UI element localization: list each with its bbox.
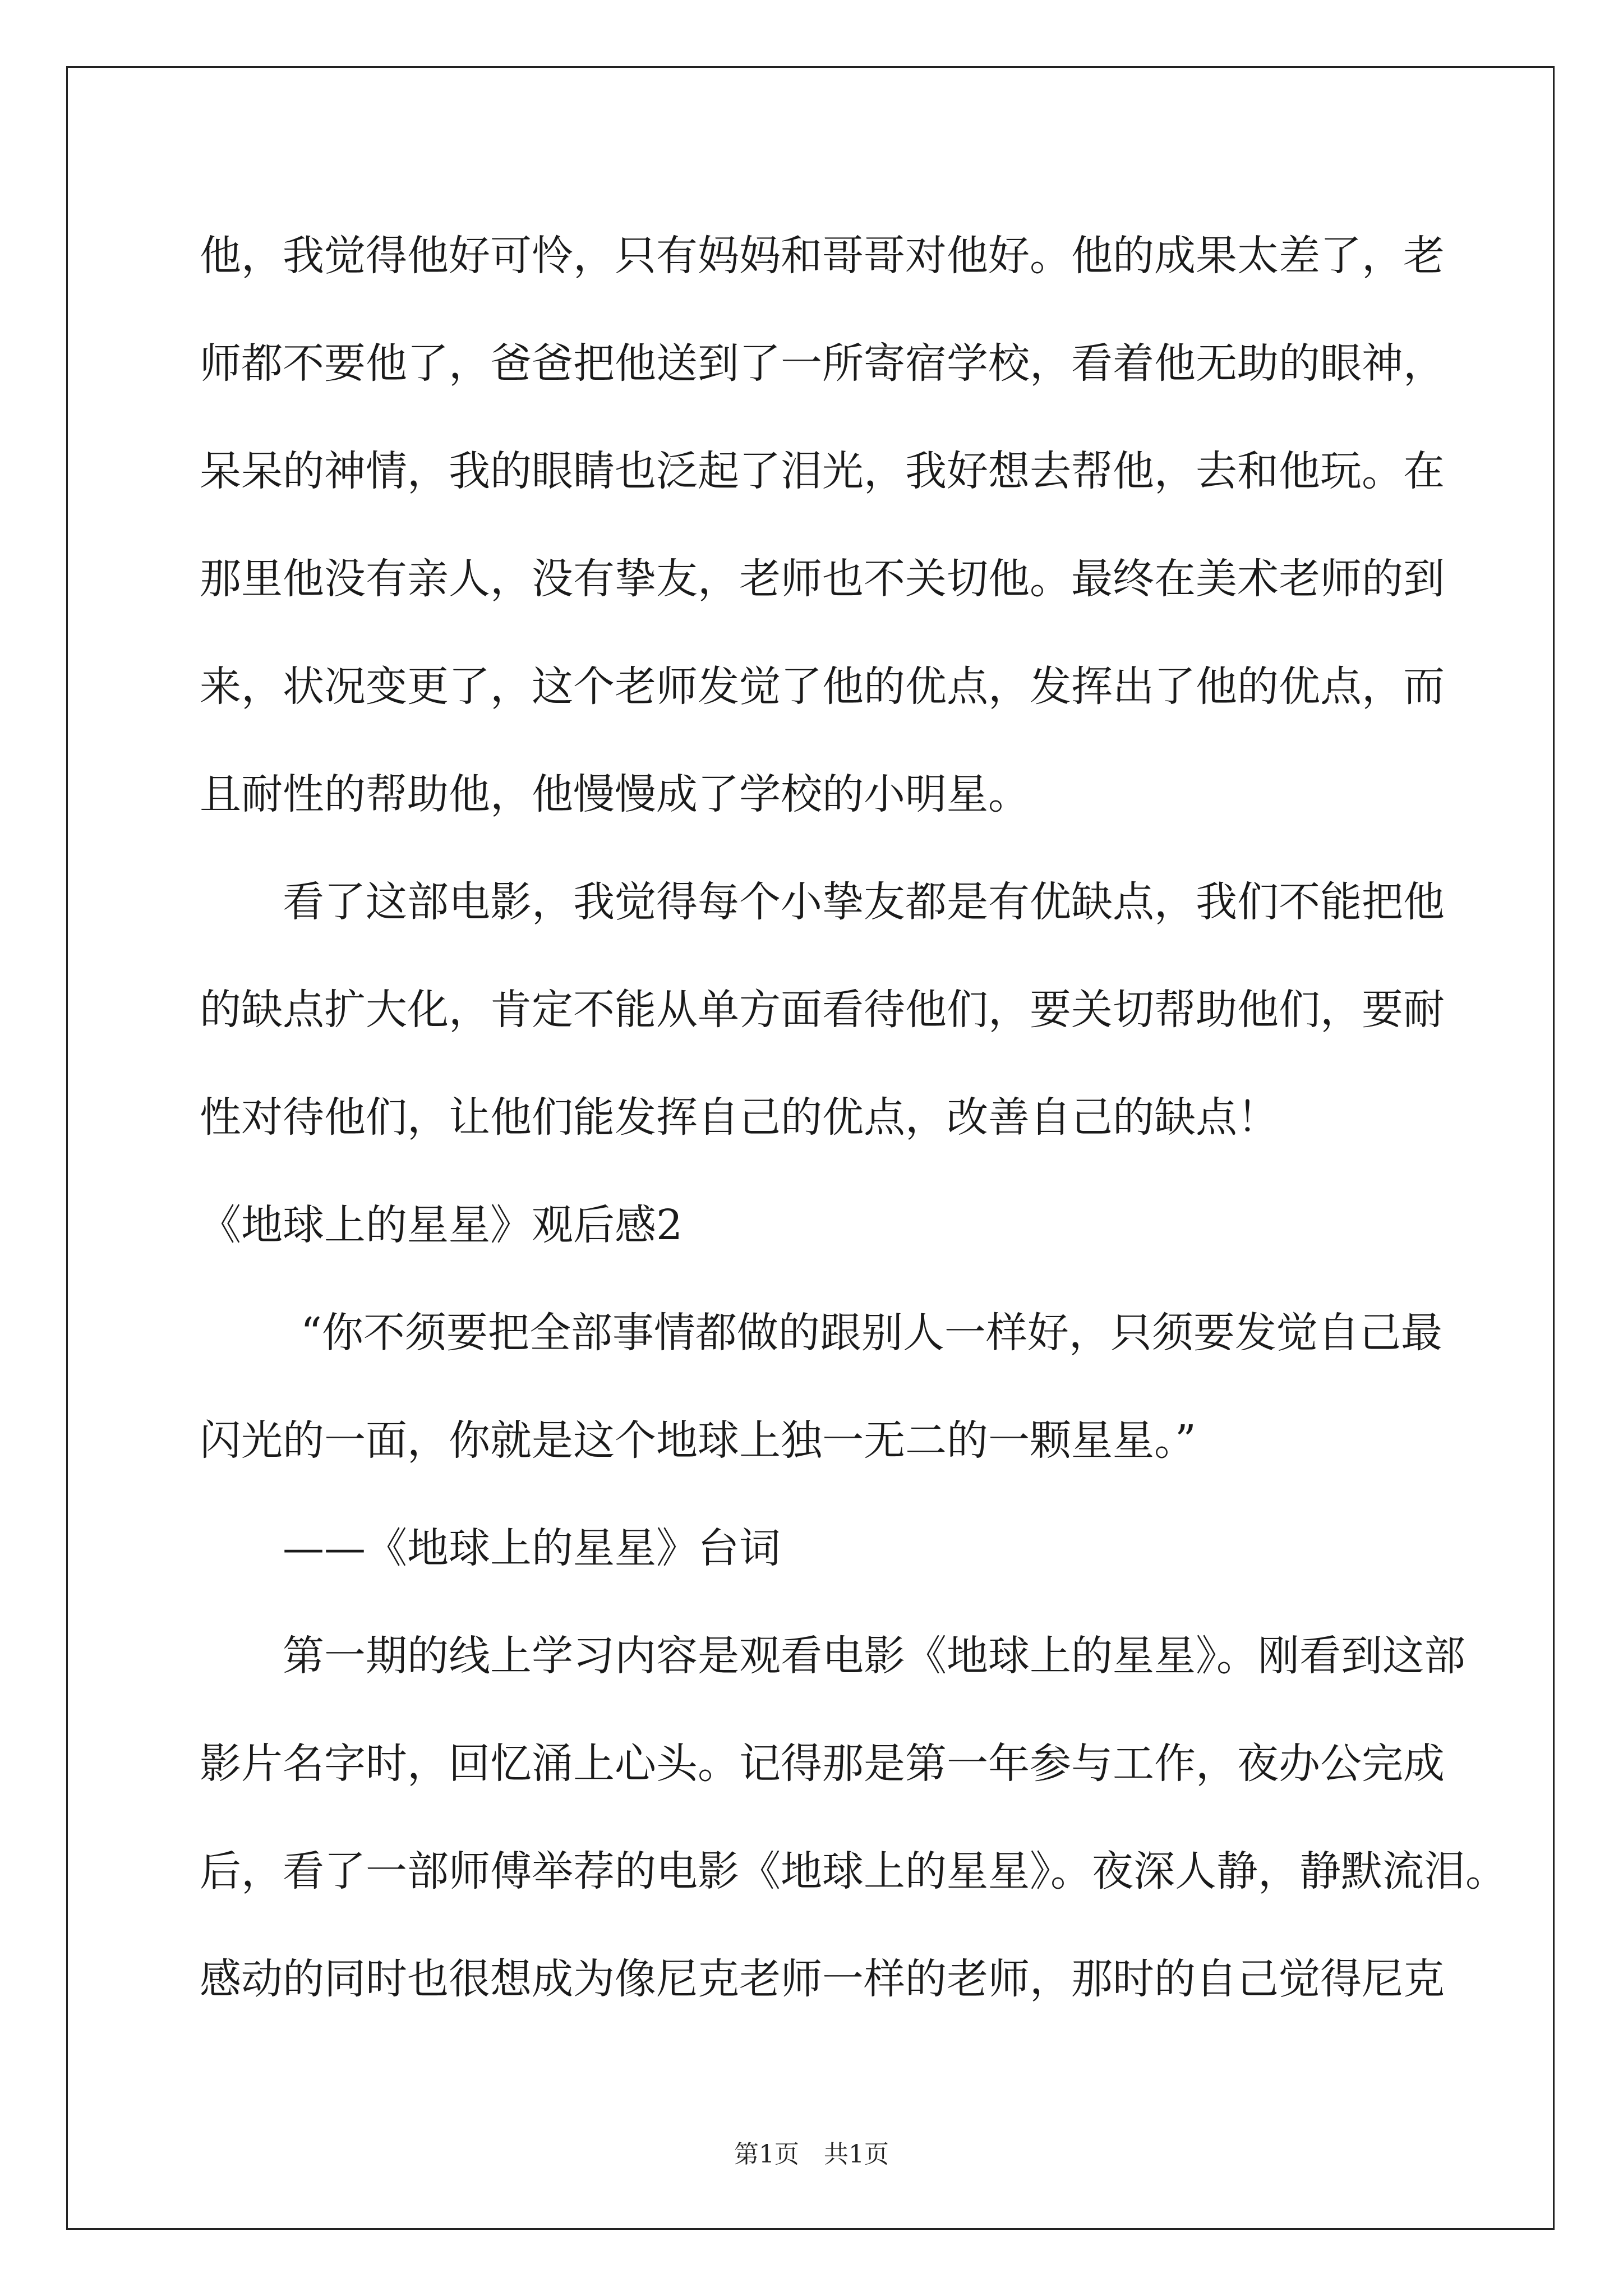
section-heading: 《地球上的星星》观后感2: [200, 1201, 683, 1249]
paragraph-line: 那里他没有亲人，没有挚友，老师也不关切他。最终在美术老师的到: [200, 555, 1445, 603]
quote-attribution: ——《地球上的星星》台词: [283, 1524, 781, 1572]
quote-line: “你不须要把全部事情都做的跟别人一样好，只须要发觉自己最: [301, 1309, 1442, 1357]
paragraph-line: 性对待他们，让他们能发挥自己的优点，改善自己的缺点！: [200, 1093, 1279, 1142]
paragraph-line: 他，我觉得他好可怜，只有妈妈和哥哥对他好。他的成果太差了，老: [200, 232, 1445, 280]
paragraph-line: 呆呆的神情，我的眼睛也泛起了泪光，我好想去帮他，去和他玩。在: [200, 447, 1445, 495]
page-footer: 第1页 共1页: [734, 2140, 889, 2169]
quote-line: 闪光的一面，你就是这个地球上独一无二的一颗星星。”: [200, 1416, 1196, 1465]
paragraph-line: 第一期的线上学习内容是观看电影《地球上的星星》。刚看到这部: [283, 1632, 1465, 1680]
paragraph-line: 后，看了一部师傅举荐的电影《地球上的星星》。夜深人静，静默流泪。: [200, 1847, 1507, 1895]
paragraph-line: 的缺点扩大化，肯定不能从单方面看待他们，要关切帮助他们，要耐: [200, 986, 1445, 1034]
document-body: [200, 202, 1507, 2033]
paragraph-line: 师都不要他了，爸爸把他送到了一所寄宿学校，看着他无助的眼神，: [200, 339, 1445, 388]
paragraph-line: 感动的同时也很想成为像尼克老师一样的老师，那时的自己觉得尼克: [200, 1955, 1445, 2003]
paragraph-line: 来，状况变更了，这个老师发觉了他的优点，发挥出了他的优点，而: [200, 662, 1445, 711]
paragraph-line: 影片名字时，回忆涌上心头。记得那是第一年参与工作，夜办公完成: [200, 1740, 1445, 1788]
paragraph-line: 看了这部电影，我觉得每个小挚友都是有优缺点，我们不能把他: [283, 878, 1445, 926]
paragraph-line: 且耐性的帮助他，他慢慢成了学校的小明星。: [200, 770, 1030, 818]
